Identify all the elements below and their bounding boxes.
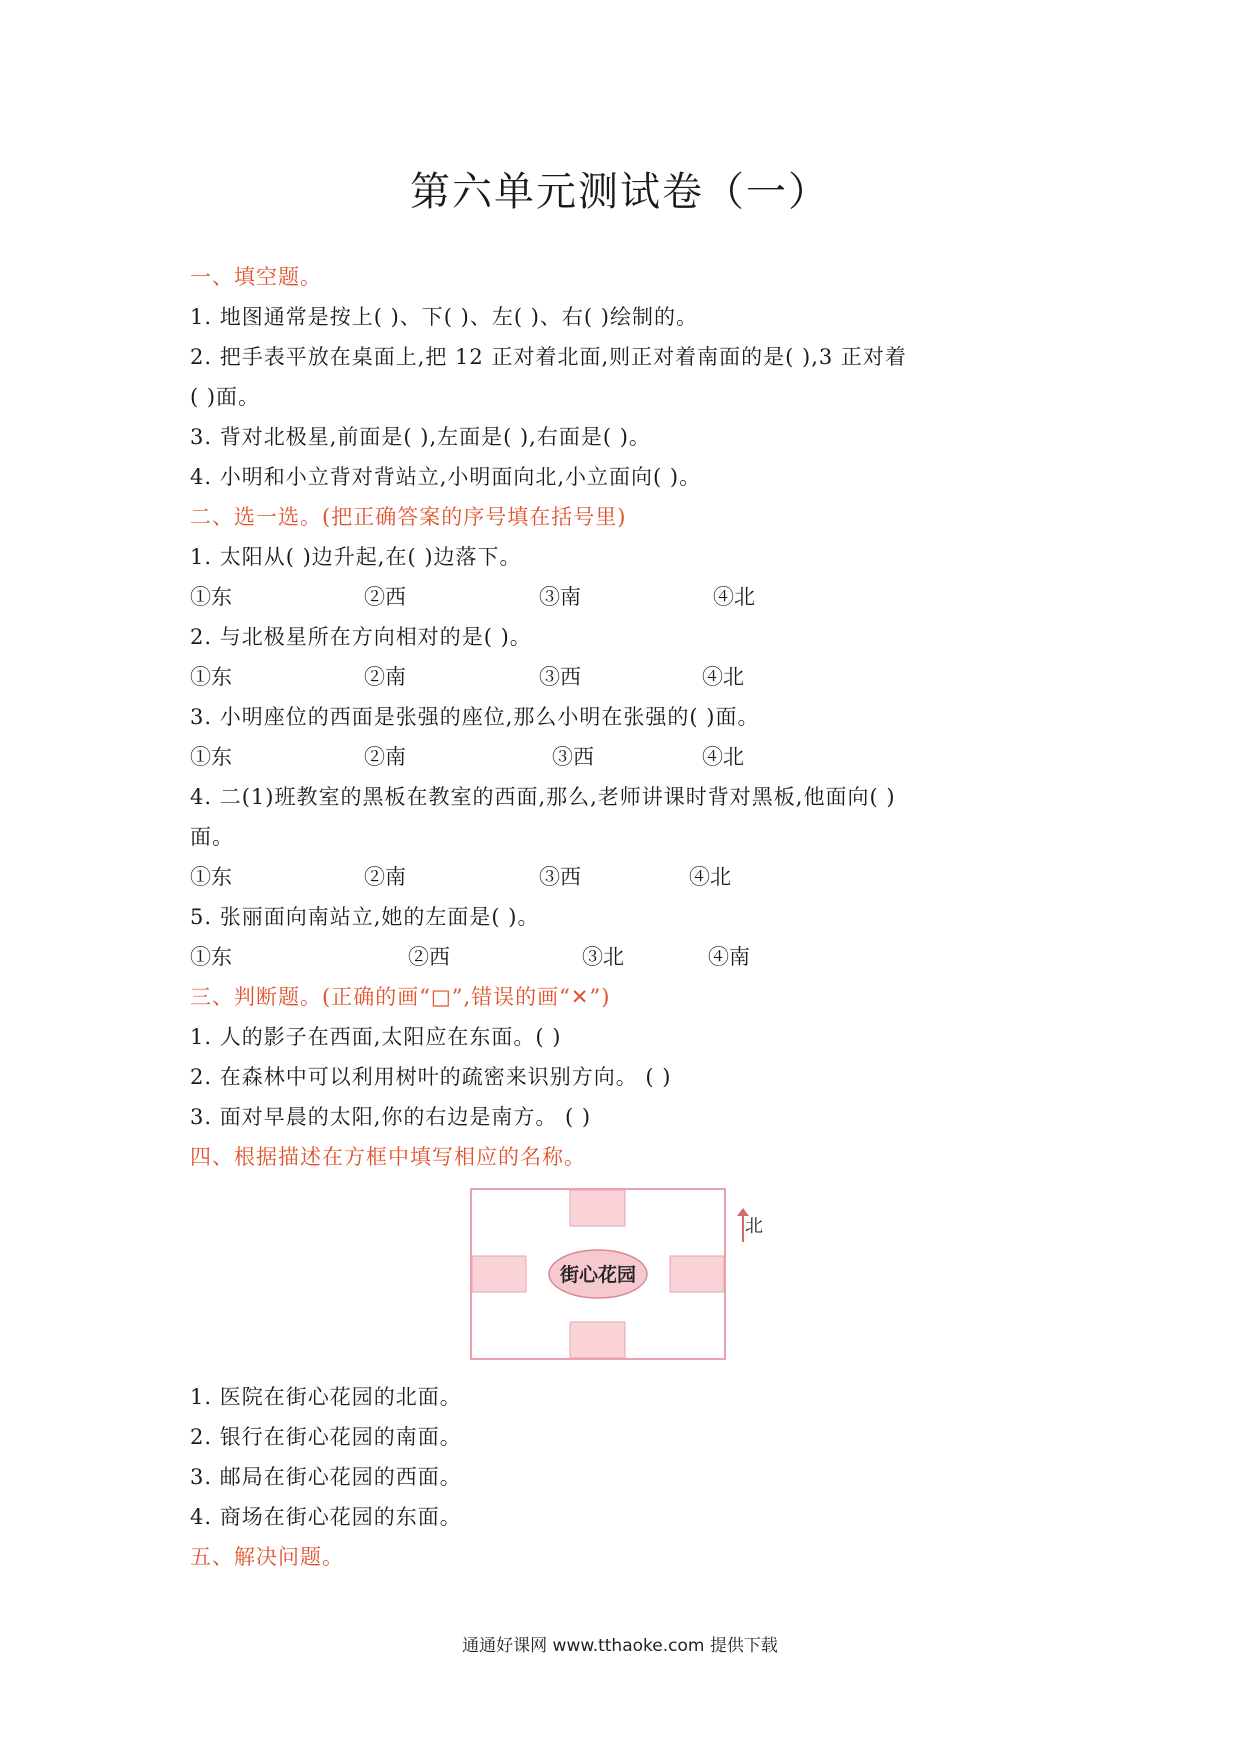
choice-question-5: 5. 张丽面向南站立,她的左面是( )。 [190,905,540,929]
describe-3: 3. 邮局在街心花园的西面。 [190,1465,462,1489]
choice-2-option-d: ④北 [702,665,744,689]
fill-question-1: 1. 地图通常是按上( )、下( )、左( )、右( )绘制的。 [190,305,698,329]
choice-5-option-c: ③北 [582,945,624,969]
fill-question-2b: ( )面。 [190,385,261,409]
choice-2-option-c: ③西 [539,665,581,689]
choice-question-3: 3. 小明座位的西面是张强的座位,那么小明在张强的( )面。 [190,705,760,729]
south-box[interactable] [570,1322,625,1358]
choice-3-option-a: ①东 [190,745,232,769]
section-heading-map: 四、根据描述在方框中填写相应的名称。 [190,1145,586,1169]
choice-question-4a: 4. 二(1)班教室的黑板在教室的西面,那么,老师讲课时背对黑板,他面向( ) [190,785,896,809]
section-heading-judge: 三、判断题。(正确的画“□”,错误的画“✕”) [190,985,611,1009]
describe-4: 4. 商场在街心花园的东面。 [190,1505,462,1529]
garden-map-diagram [470,1188,726,1360]
choice-4-option-b: ②南 [364,865,406,889]
judge-question-3: 3. 面对早晨的太阳,你的右边是南方。 ( ) [190,1105,592,1129]
choice-2-option-a: ①东 [190,665,232,689]
north-box[interactable] [570,1190,625,1226]
section-heading-choice: 二、选一选。(把正确答案的序号填在括号里) [190,505,627,529]
choice-question-2: 2. 与北极星所在方向相对的是( )。 [190,625,532,649]
choice-1-option-c: ③南 [539,585,581,609]
describe-1: 1. 医院在街心花园的北面。 [190,1385,462,1409]
describe-2: 2. 银行在街心花园的南面。 [190,1425,462,1449]
north-label: 北 [745,1216,763,1237]
east-box[interactable] [670,1256,724,1292]
fill-question-3: 3. 背对北极星,前面是( ),左面是( ),右面是( )。 [190,425,651,449]
choice-5-option-a: ①东 [190,945,232,969]
choice-4-option-c: ③西 [539,865,581,889]
choice-5-option-d: ④南 [708,945,750,969]
west-box[interactable] [472,1256,526,1292]
section-heading-solve: 五、解决问题。 [190,1545,344,1569]
garden-label: 街心花园 [559,1264,637,1286]
footer-credit: 通通好课网 www.tthaoke.com 提供下载 [462,1636,778,1656]
choice-1-option-a: ①东 [190,585,232,609]
choice-4-option-a: ①东 [190,865,232,889]
north-arrow-icon [742,1214,744,1242]
choice-question-1: 1. 太阳从( )边升起,在( )边落下。 [190,545,522,569]
choice-1-option-b: ②西 [364,585,406,609]
choice-3-option-c: ③西 [552,745,594,769]
choice-3-option-b: ②南 [364,745,406,769]
section-heading-fill: 一、填空题。 [190,265,322,289]
choice-2-option-b: ②南 [364,665,406,689]
choice-question-4b: 面。 [190,825,234,849]
page-title: 第六单元测试卷（一） [410,169,830,215]
fill-question-2a: 2. 把手表平放在桌面上,把 12 正对着北面,则正对着南面的是( ),3 正对着 [190,345,907,369]
choice-1-option-d: ④北 [713,585,755,609]
choice-5-option-b: ②西 [408,945,450,969]
judge-question-2: 2. 在森林中可以利用树叶的疏密来识别方向。 ( ) [190,1065,672,1089]
fill-question-4: 4. 小明和小立背对背站立,小明面向北,小立面向( )。 [190,465,702,489]
choice-3-option-d: ④北 [702,745,744,769]
choice-4-option-d: ④北 [689,865,731,889]
judge-question-1: 1. 人的影子在西面,太阳应在东面。( ) [190,1025,562,1049]
